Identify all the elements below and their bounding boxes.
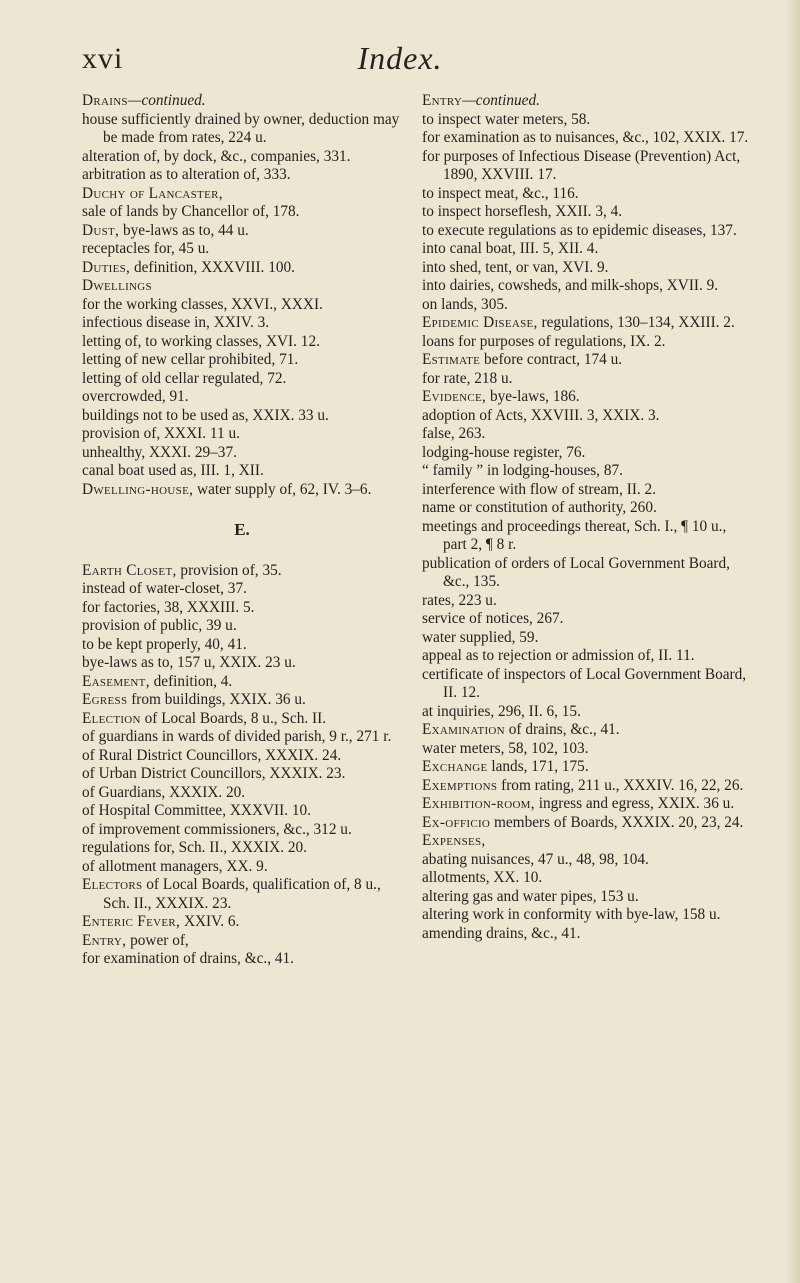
subentry: false, 263. [422, 425, 486, 442]
entry-heading: Dust, [82, 221, 120, 239]
subentry: of improvement commissioners, &c., 312 u. [82, 820, 352, 838]
index-entry [422, 795, 752, 814]
subentry: for examination as to nuisances, &c., 102, XXIX. 17. [422, 129, 749, 146]
entry-text: from buildings, XXIX. 36 u. [127, 691, 306, 708]
index-entry [422, 832, 752, 851]
entry-heading: Earth Closet, [82, 561, 177, 579]
entry-text: of Local Boards, 8 u., Sch. II. [140, 709, 327, 727]
subentry: altering gas and water pipes, 153 u. [422, 887, 639, 905]
entry-text: bye-laws as to, 44 u. [119, 221, 249, 239]
section-letter: E. [234, 520, 250, 539]
subentry: unhealthy, XXXI. 29–37. [82, 443, 237, 461]
subentry: amending drains, &c., 41. [422, 924, 581, 942]
index-entry [82, 691, 402, 710]
subentry: adoption of Acts, XXVIII. 3, XXIX. 3. [422, 406, 660, 424]
subentry: of guardians in wards of divided parish, 9 r., 271 r. [82, 728, 392, 745]
subentry: into canal boat, III. 5, XII. 4. [422, 240, 599, 257]
index-entry [422, 388, 752, 407]
entry-text: of Local Boards, qualification of, 8 u., Sch. II., XXXIX. 23. [103, 876, 381, 912]
subentry: allotments, XX. 10. [422, 869, 543, 886]
index-entry [82, 876, 402, 913]
subentry: provision of, XXXI. 11 u. [82, 425, 240, 442]
subentry: of Urban District Councillors, XXXIX. 23. [82, 765, 346, 782]
entry-text: lands, 171, 175. [487, 758, 589, 775]
entry-text: XXIV. 6. [180, 913, 240, 930]
subentry: of Guardians, XXXIX. 20. [82, 783, 246, 801]
subentry: alteration of, by dock, &c., companies, 331. [82, 147, 351, 165]
entry-heading: Examination [422, 721, 505, 738]
subentry: name or constitution of authority, 260. [422, 499, 657, 516]
index-entry [82, 562, 402, 581]
index-entry [82, 259, 402, 278]
subentry: into dairies, cowsheds, and milk-shops, XVII. 9. [422, 277, 719, 294]
entry-text: of drains, &c., 41. [504, 721, 620, 738]
entry-heading: Expenses, [422, 832, 486, 849]
subentry: house sufficiently drained by owner, deduction may be made from rates, 224 u. [82, 110, 400, 146]
index-entry [82, 277, 402, 296]
entry-text: power of, [126, 931, 189, 949]
entry-heading: Exhibition-room, [422, 795, 535, 812]
entry-heading: Electors [82, 876, 143, 893]
page-title: Index. [357, 40, 443, 76]
entry-heading: Drains [82, 92, 128, 109]
subentry: certificate of inspectors of Local Government Board, II. 12. [422, 665, 747, 701]
subentry: receptacles for, 45 u. [82, 240, 210, 257]
index-entry [422, 721, 752, 740]
subentry: overcrowded, 91. [82, 388, 189, 405]
entry-heading: Epidemic Disease, [422, 314, 538, 331]
entry-text: water supply of, 62, IV. 3–6. [193, 480, 372, 498]
right-column [422, 92, 752, 943]
entry-heading: Ex-officio [422, 813, 491, 831]
entry-heading: Entry [422, 92, 463, 109]
continued-label: —continued. [462, 92, 540, 109]
subentry: for purposes of Infectious Disease (Prevention) Act, 1890, XXVIII. 17. [422, 147, 741, 183]
subentry: bye-laws as to, 157 u, XXIX. 23 u. [82, 654, 296, 671]
entry-text: members of Boards, XXXIX. 20, 23, 24. [490, 813, 744, 831]
entry-heading: Enteric Fever, [82, 913, 181, 930]
subentry: rates, 223 u. [422, 591, 497, 609]
entry-text: bye-laws, 186. [486, 388, 580, 405]
subentry: altering work in conformity with bye-law, 158 u. [422, 906, 721, 923]
subentry: lodging-house register, 76. [422, 443, 586, 461]
entry-text: provision of, 35. [176, 561, 282, 579]
index-entry [422, 351, 752, 370]
entry-heading: Estimate [422, 351, 481, 368]
subentry: abating nuisances, 47 u., 48, 98, 104. [422, 850, 649, 868]
subentry: into shed, tent, or van, XVI. 9. [422, 258, 609, 276]
subentry: arbitration as to alteration of, 333. [82, 166, 291, 183]
page-header [0, 30, 800, 80]
entry-text: definition, XXXVIII. 100. [130, 258, 295, 276]
subentry: letting of old cellar regulated, 72. [82, 369, 287, 387]
subentry: on lands, 305. [422, 295, 508, 313]
entry-heading: Dwellings [82, 277, 152, 294]
index-entry [422, 314, 752, 333]
subentry: of Hospital Committee, XXXVII. 10. [82, 802, 311, 819]
subentry: of allotment managers, XX. 9. [82, 857, 268, 875]
index-entry [82, 222, 402, 241]
subentry: canal boat used as, III. 1, XII. [82, 462, 264, 479]
entry-heading: Egress [82, 691, 128, 708]
subentry: to be kept properly, 40, 41. [82, 635, 247, 653]
subentry: publication of orders of Local Government Board, &c., 135. [422, 554, 730, 590]
subentry: water supplied, 59. [422, 628, 539, 646]
subentry: “ family ” in lodging-houses, 87. [422, 462, 623, 479]
subentry: loans for purposes of regulations, IX. 2. [422, 332, 666, 350]
index-entry [422, 777, 752, 796]
subentry: for rate, 218 u. [422, 369, 513, 387]
subentry: of Rural District Councillors, XXXIX. 24. [82, 746, 342, 764]
index-entry [82, 932, 402, 951]
subentry: at inquiries, 296, II. 6, 15. [422, 702, 581, 720]
subentry: appeal as to rejection or admission of, II. 11. [422, 647, 695, 664]
subentry: sale of lands by Chancellor of, 178. [82, 203, 300, 220]
subentry: meetings and proceedings thereat, Sch. I., ¶ 10 u., part 2, ¶ 8 r. [422, 517, 727, 553]
subentry: to execute regulations as to epidemic diseases, 137. [422, 221, 737, 239]
entry-text: before contract, 174 u. [480, 351, 623, 368]
page-number: xvi [82, 42, 124, 75]
subentry: service of notices, 267. [422, 610, 564, 627]
page-edge-shadow [786, 0, 800, 1283]
continued-label: —continued. [127, 92, 206, 109]
subentry: to inspect meat, &c., 116. [422, 184, 579, 202]
subentry: instead of water-closet, 37. [82, 580, 247, 597]
entry-heading: Exemptions [422, 776, 498, 794]
entry-heading: Election [82, 709, 141, 727]
index-entry [82, 710, 402, 729]
subentry: letting of new cellar prohibited, 71. [82, 351, 299, 368]
subentry: for the working classes, XXVI., XXXI. [82, 295, 323, 313]
entry-text: regulations, 130–134, XXIII. 2. [537, 314, 735, 331]
subentry: for examination of drains, &c., 41. [82, 950, 294, 967]
subentry: infectious disease in, XXIV. 3. [82, 314, 270, 331]
entry-heading: Duties, [82, 258, 131, 276]
index-entry [422, 92, 752, 111]
subentry: interference with flow of stream, II. 2. [422, 480, 657, 498]
entry-text: from rating, 211 u., XXXIV. 16, 22, 26. [497, 776, 744, 794]
left-column [82, 92, 402, 969]
entry-heading: Dwelling-house, [82, 480, 194, 498]
entry-heading: Exchange [422, 758, 488, 775]
subentry: regulations for, Sch. II., XXXIX. 20. [82, 839, 307, 856]
subentry: for factories, 38, XXXIII. 5. [82, 598, 255, 616]
entry-heading: Duchy of Lancaster, [82, 184, 223, 202]
entry-heading: Easement, [82, 672, 150, 690]
index-entry [82, 92, 402, 111]
entry-text: ingress and egress, XXIX. 36 u. [534, 795, 735, 812]
entry-heading: Evidence, [422, 388, 487, 405]
entry-heading: Entry, [82, 931, 127, 949]
entry-text: definition, 4. [149, 672, 233, 690]
subentry: to inspect water meters, 58. [422, 110, 591, 128]
index-entry [422, 814, 752, 833]
subentry: buildings not to be used as, XXIX. 33 u. [82, 406, 329, 424]
index-entry [82, 481, 402, 500]
index-entry [82, 185, 402, 204]
subentry: water meters, 58, 102, 103. [422, 739, 589, 757]
index-entry [82, 673, 402, 692]
index-entry [82, 913, 402, 932]
subentry: to inspect horseflesh, XXII. 3, 4. [422, 203, 623, 220]
subentry: provision of public, 39 u. [82, 617, 237, 634]
index-entry [422, 758, 752, 777]
subentry: letting of, to working classes, XVI. 12. [82, 332, 320, 350]
